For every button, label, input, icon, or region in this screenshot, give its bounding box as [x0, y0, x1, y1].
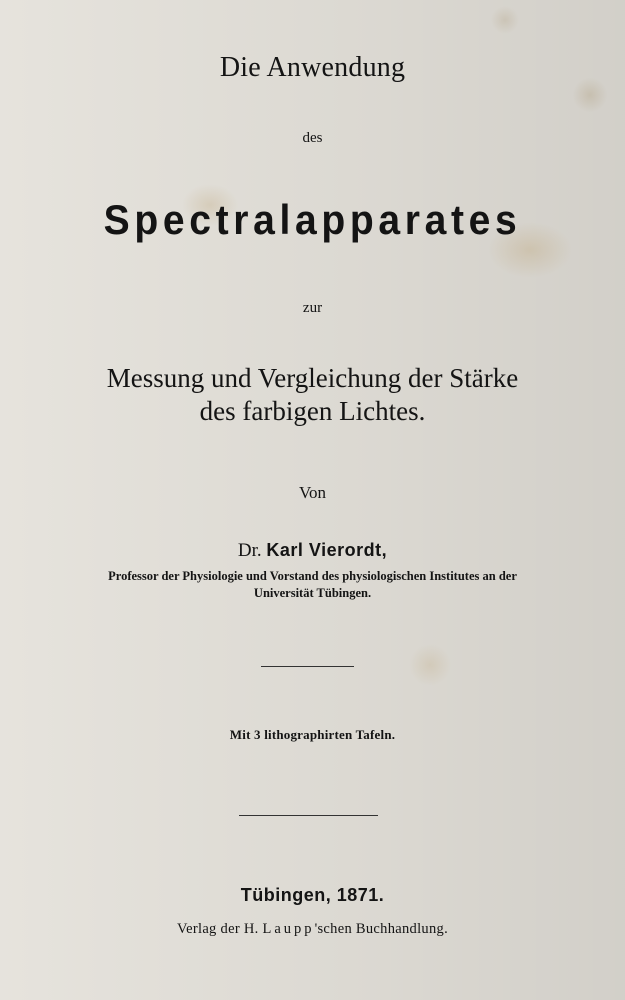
subtitle — [0, 362, 625, 428]
publisher-suffix: 'schen Buchhandlung. — [314, 921, 449, 937]
affiliation-line-2: Universität Tübingen. — [253, 586, 372, 600]
imprint-publisher — [0, 921, 625, 938]
affiliation-line-1: Professor der Physiologie und Vorstand des physiologischen Institutes an der — [108, 569, 517, 583]
author-line — [0, 540, 625, 562]
subtitle-line-2: des farbigen Lichtes. — [199, 396, 426, 426]
title-line-1: Die Anwendung — [219, 52, 406, 83]
plates-note: Mit 3 lithographirten Tafeln. — [229, 727, 396, 742]
main-title: Spectralapparates — [103, 196, 522, 243]
author-prefix: Dr. — [237, 540, 262, 561]
subtitle-line-1: Messung und Vergleichung der Stärke — [106, 363, 519, 393]
title-connector-zur: zur — [302, 300, 323, 316]
divider-rule — [239, 815, 378, 816]
publisher-prefix: Verlag der H. — [176, 921, 259, 937]
publisher-name-spaced: Laupp — [262, 921, 315, 937]
title-connector-des: des — [302, 130, 323, 146]
author-affiliation — [0, 568, 625, 602]
imprint-place-year: Tübingen, 1871. — [240, 885, 385, 905]
author-by: Von — [298, 483, 327, 502]
divider-rule — [261, 666, 354, 667]
author-name: Karl Vierordt, — [266, 540, 388, 560]
